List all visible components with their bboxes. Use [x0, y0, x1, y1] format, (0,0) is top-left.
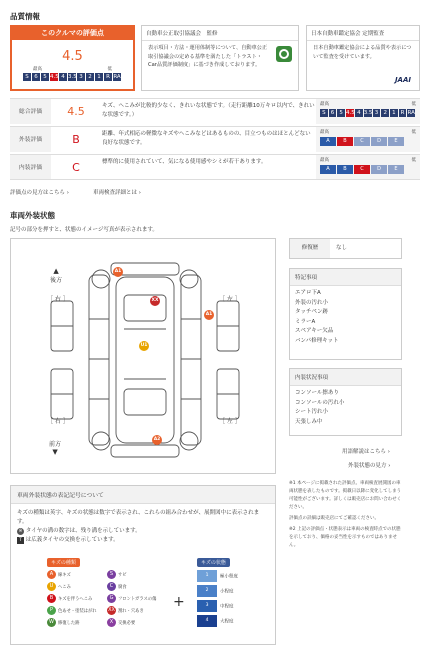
row-scale: 最高 低 A B C D E [316, 155, 420, 179]
kind-legend-item: A 線キズ [47, 570, 107, 579]
glossary-link[interactable]: 用語解説はこちら › [342, 447, 390, 455]
kind-code-icon: U [47, 582, 56, 591]
score-scale [12, 73, 133, 81]
abc-cell: C [354, 137, 370, 146]
quality-title: 品質情報 [10, 12, 40, 21]
special-item: スペアキー欠品 [295, 328, 334, 334]
jaai-panel [306, 25, 420, 91]
notation-panel [10, 485, 276, 645]
overall-rating-row [10, 98, 420, 124]
score-value: 4.5 [62, 49, 83, 64]
scale-cell: 6 [32, 73, 40, 81]
kind-code-icon: A [47, 570, 56, 579]
row-desc: 標準的に使用されていて、気になる使用感やシミが若干あります。 [102, 159, 267, 165]
state-legend [197, 558, 267, 630]
row-value: B [72, 133, 80, 146]
plus-icon: + [173, 594, 185, 610]
jaai-logo: JAAI [394, 76, 411, 84]
scale-cell: 5 [41, 73, 49, 81]
damage-marker-u[interactable]: U1 [139, 341, 149, 351]
state-legend-item: 4 大程度 [197, 615, 267, 627]
state-legend-title: キズの状態 [197, 558, 230, 567]
special-title: 特記事項 [290, 269, 401, 286]
scale-cell: 3.5 [363, 110, 373, 116]
interior-item: 天張しみ中 [295, 418, 323, 425]
jaai-title: 日本自動車鑑定協会 定期監査 [307, 26, 419, 41]
kind-legend-item: X 交換必要 [107, 618, 157, 627]
scale-cell: 1 [95, 73, 103, 81]
car-diagram [10, 238, 276, 474]
kind-code-icon: G [107, 594, 116, 603]
row-scale: 最高 低 A B C D E [316, 127, 420, 152]
scale-low: 低 [107, 67, 112, 72]
scale-cell: 2 [86, 73, 94, 81]
interior-item: コンソールの汚れ小 [295, 399, 345, 406]
special-list [290, 286, 401, 349]
repair-value: なし [336, 245, 348, 251]
score-box-title: このクルマの評価点 [12, 27, 133, 40]
association-text: 表示項目・方法・運用体制等について、自動車公正取引協議会の定める基準を満たした「トラスト・Car品質評価制度」に基づき作成しております。 [148, 45, 268, 68]
interior-title: 内装状況事項 [290, 369, 401, 386]
kind-code-icon: W [47, 618, 56, 627]
interior-notes-panel [289, 368, 402, 436]
scale-cell: RA [113, 74, 121, 80]
kind-code-icon: B [47, 594, 56, 603]
abc-cell: C [354, 165, 370, 174]
interior-list [290, 386, 401, 430]
interior-item: シート汚れ小 [295, 409, 329, 415]
abc-scale [320, 137, 416, 146]
damage-marker-a1[interactable]: A1 [113, 267, 123, 277]
kind-code-icon: X [107, 618, 116, 627]
kind-code-icon: C [107, 582, 116, 591]
kind-code-icon: S [107, 570, 116, 579]
special-item: ミラーA [295, 318, 316, 325]
damage-marker-xx[interactable]: XX [150, 296, 160, 306]
row-label: 総合評価 [10, 99, 51, 124]
scale-cell: 4.5 [50, 74, 59, 80]
notation-text3: T は広義タイヤの交換を示しています。 [17, 536, 269, 545]
scale-cell: 3.5 [68, 74, 77, 80]
repair-label: 修復歴 [290, 239, 330, 258]
damage-marker-a2[interactable]: A2 [152, 435, 162, 445]
abc-cell: E [388, 137, 404, 146]
row-label: 内装評価 [10, 155, 51, 179]
score-scale [320, 109, 416, 117]
kind-legend-item: C 腐食 [107, 582, 157, 591]
interior-rating-row [10, 154, 420, 180]
abc-cell: A [320, 137, 336, 146]
abc-cell: D [371, 165, 387, 174]
score-box [10, 25, 135, 91]
scale-cell: S [320, 109, 328, 117]
kind-legend-item: U へこみ [47, 582, 107, 591]
exterior-subtitle: 記号の部分を押すと、状態のイメージ写真が表示されます。 [10, 227, 158, 233]
special-item: タッチペン跡 [295, 309, 329, 315]
special-item: バンパ修理キット [295, 337, 339, 344]
association-logo-icon [276, 46, 292, 62]
state-legend-item: 3 中程度 [197, 600, 267, 612]
left-label-bottom: ［ 右 ］ [47, 418, 69, 425]
scale-cell: 3 [77, 73, 85, 81]
scale-cell: 4 [59, 73, 67, 81]
scale-cell: 1 [390, 109, 398, 117]
kind-legend-item: G フロントガラスの傷 [107, 594, 157, 603]
row-value: 4.5 [67, 105, 85, 118]
damage-marker-a1-right[interactable]: A1 [204, 310, 214, 320]
scale-cell: R [104, 73, 112, 81]
scale-cell: S [23, 73, 31, 81]
notation-text2: ※ タイヤの溝の数字は、残り溝を示しています。 [18, 528, 141, 534]
abc-cell: A [320, 165, 336, 174]
kind-code-icon: XX [108, 607, 115, 613]
abc-cell: D [371, 137, 387, 146]
front-label: 前方 ▼ [49, 441, 62, 456]
scale-cell: 2 [381, 109, 389, 117]
jaai-text: 日本自動車鑑定協会による品質や表示について監査を受けています。 [313, 45, 412, 60]
footnote: 評価点の詳細は販売店にてご確認ください。 [289, 516, 379, 521]
right-label-top: ［ 左 ］ [219, 296, 241, 303]
row-label: 外装評価 [10, 127, 51, 152]
score-view-link[interactable]: 評価点の見方はこちら › [10, 188, 69, 196]
row-desc: 距離、年式相応の軽微なキズやへこみなどはあるものの、目立つものはほとんどない良好な状態です。 [102, 131, 311, 146]
scale-cell: 6 [329, 109, 337, 117]
association-panel [141, 25, 299, 91]
scale-cell: 3 [373, 109, 381, 117]
abc-cell: E [388, 165, 404, 174]
repair-history-panel [289, 238, 402, 259]
interior-item: コンソール擦あり [295, 390, 339, 396]
kind-legend-item: P 色あせ・塗装はがれ [47, 606, 107, 615]
scale-high: 最高 [33, 67, 42, 72]
scale-cell: 4.5 [346, 110, 355, 116]
row-value: C [72, 161, 80, 174]
notation-text1: キズの種類は英字、キズの状態は数字で表示され、これらの組み合わせが、展開図中に表示されます。 [17, 510, 260, 525]
kind-legend-item: S サビ [107, 570, 157, 579]
footnote: ※1 本ページに掲載された評価点、車両検査展開図の車両状態を表したものです。掲載日以降に変化してしまう可能性がございます。詳しくは販売店にお問い合わせください。 [289, 481, 402, 510]
abc-cell: B [337, 165, 353, 174]
kind-code-icon: P [47, 606, 56, 615]
kind-legend [47, 558, 157, 638]
special-notes-panel [289, 268, 402, 360]
abc-cell: B [337, 137, 353, 146]
scale-cell: 4 [355, 109, 363, 117]
right-label-bottom: ［ 左 ］ [219, 418, 241, 425]
special-item: エアロ下A [295, 290, 321, 296]
rear-label: ▲ 後方 [50, 267, 63, 284]
association-title: 自動車公正取引協議会 監修 [142, 26, 298, 41]
kind-legend-item: B キズを伴うへこみ [47, 594, 107, 603]
left-label-top: ［ 右 ］ [47, 296, 69, 303]
footnotes [289, 480, 402, 553]
abc-scale [320, 165, 416, 174]
footnote: ※2 上記の評価点・状態表示は車両の検査時点での状態を示しており、価格の妥当性を示すものではありません。 [289, 527, 401, 548]
state-legend-item: 1 極小程度 [197, 570, 267, 582]
state-legend-item: 2 小程度 [197, 585, 267, 597]
kind-legend-title: キズの種類 [47, 558, 80, 567]
scale-cell: 5 [337, 109, 345, 117]
special-item: 外装の汚れ小 [295, 299, 329, 306]
row-desc: キズ、へこみが比較的少なく、きれいな状態です。（走行距離10万キロ以内で、きれいな状態です。） [102, 103, 315, 118]
kind-legend-item: XX 割れ・穴あき [108, 607, 144, 614]
exterior-view-link[interactable]: 外装状態の見方 › [348, 461, 390, 469]
row-scale: 最高 低 S 6 5 4.5 4 3.5 3 2 1 R RA [316, 99, 420, 124]
scale-cell: R [400, 110, 405, 116]
scale-cell: RA [407, 110, 415, 116]
exterior-rating-row [10, 126, 420, 152]
kind-legend-item: W 修復した跡 [47, 618, 107, 627]
notation-title: 車両外装状態の表記記号について [11, 486, 275, 504]
inspection-about-link[interactable]: 車両検査詳細とは › [93, 188, 141, 196]
exterior-title: 車両外装状態 [10, 211, 55, 220]
